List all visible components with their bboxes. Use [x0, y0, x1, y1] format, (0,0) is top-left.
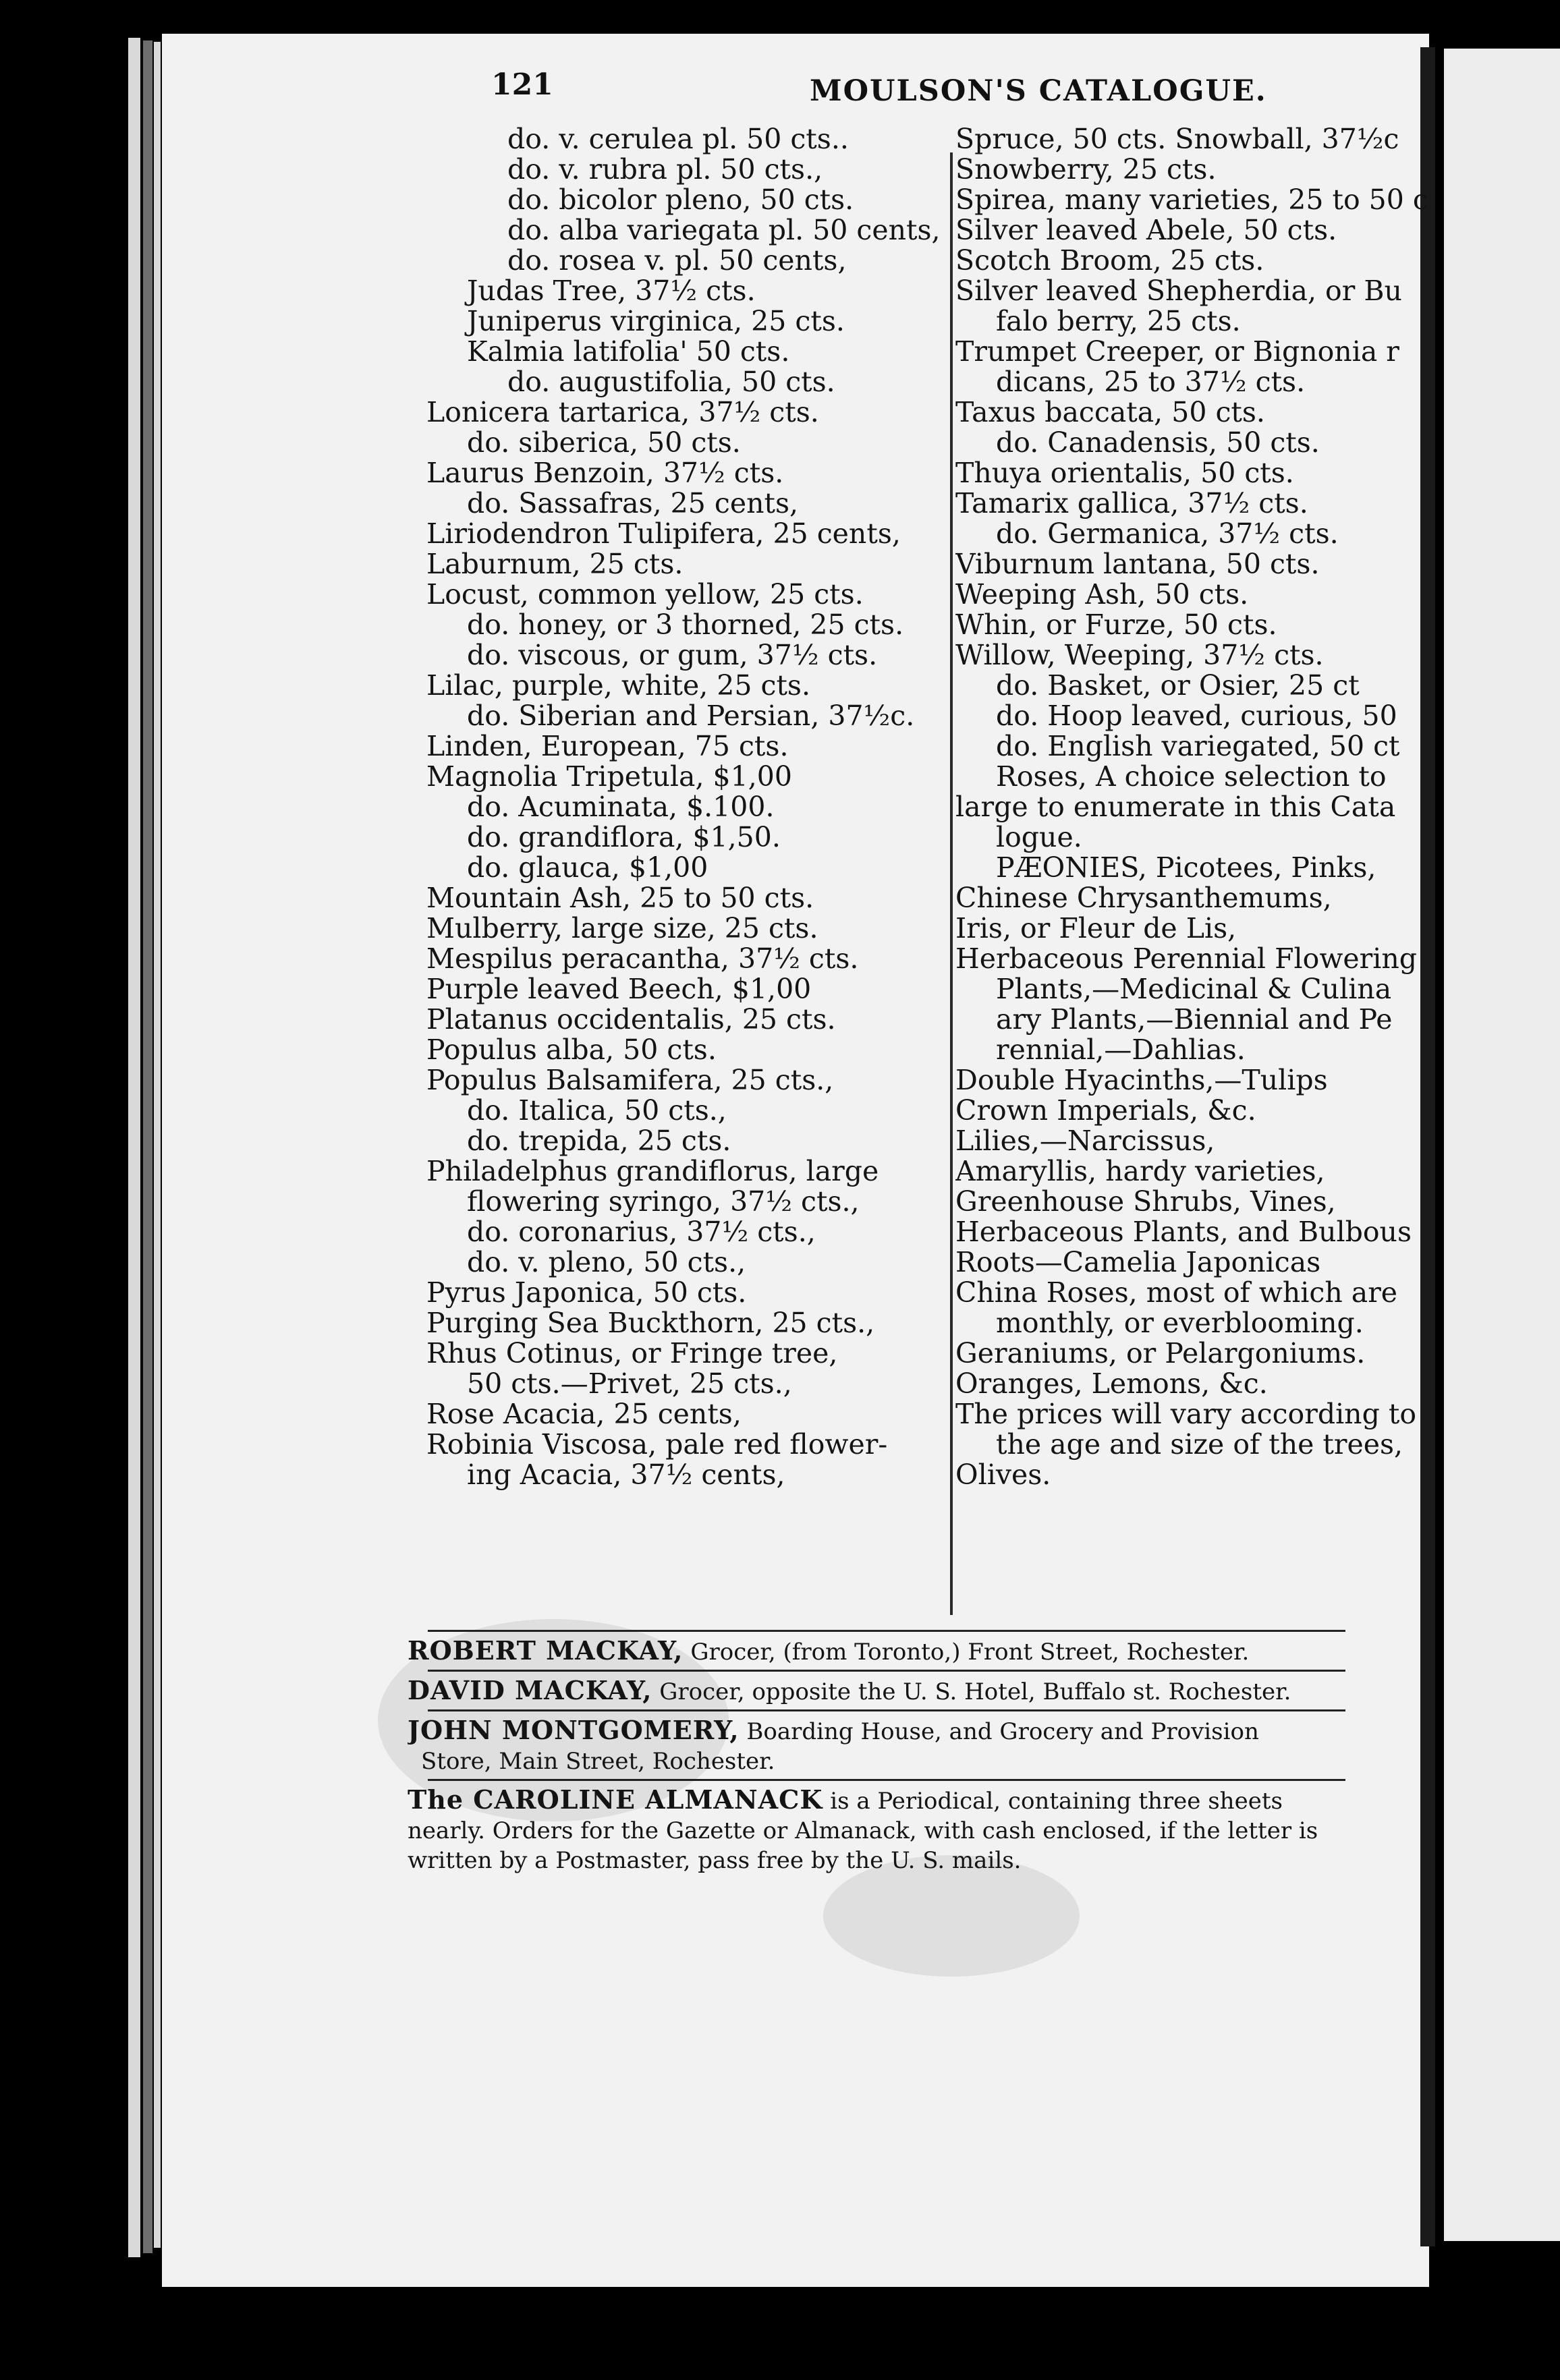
advertisement-continuation: Store, Main Street, Rochester.: [421, 1748, 775, 1775]
catalogue-entry: Herbaceous Plants, and Bulbous: [955, 1216, 1412, 1248]
catalogue-entry: dicans, 25 to 37½ cts.: [996, 366, 1306, 398]
catalogue-entry: do. Canadensis, 50 cts.: [996, 426, 1320, 459]
catalogue-entry: do. siberica, 50 cts.: [467, 426, 741, 459]
catalogue-entry: do. Sassafras, 25 cents,: [467, 487, 799, 519]
catalogue-entry: Populus Balsamifera, 25 cts.,: [426, 1064, 834, 1096]
book-spine-edge: [128, 38, 140, 2257]
catalogue-entry: Spirea, many varieties, 25 to 50 c: [955, 183, 1428, 216]
catalogue-entry: large to enumerate in this Cata: [955, 791, 1396, 823]
catalogue-entry: do. Siberian and Persian, 37½c.: [467, 700, 915, 732]
catalogue-entry: falo berry, 25 cts.: [996, 305, 1241, 337]
catalogue-entry: Plants,—Medicinal & Culina: [996, 973, 1392, 1005]
catalogue-entry: Liriodendron Tulipifera, 25 cents,: [426, 517, 901, 550]
catalogue-entry: flowering syringo, 37½ cts.,: [467, 1185, 860, 1218]
advertisement-continuation: nearly. Orders for the Gazette or Almanack, with cash enclosed, if the letter is: [408, 1817, 1318, 1844]
rule: [428, 1709, 1345, 1711]
catalogue-entry: Iris, or Fleur de Lis,: [955, 912, 1237, 944]
advertisement: [408, 1716, 1440, 1747]
catalogue-entry: Locust, common yellow, 25 cts.: [426, 578, 864, 611]
catalogue-entry: Tamarix gallica, 37½ cts.: [955, 487, 1308, 519]
catalogue-entry: Kalmia latifolia' 50 cts.: [467, 335, 790, 368]
catalogue-entry: do. grandiflora, $1,50.: [467, 821, 781, 853]
catalogue-entry: The prices will vary according to: [955, 1398, 1417, 1430]
catalogue-entry: Lonicera tartarica, 37½ cts.: [426, 396, 819, 428]
catalogue-entry: Scotch Broom, 25 cts.: [955, 244, 1264, 277]
catalogue-entry: Crown Imperials, &c.: [955, 1094, 1256, 1127]
catalogue-entry: do. v. cerulea pl. 50 cts..: [507, 123, 849, 155]
catalogue-entry: Judas Tree, 37½ cts.: [467, 275, 756, 307]
catalogue-entry: do. alba variegata pl. 50 cents,: [507, 214, 941, 246]
catalogue-entry: Olives.: [955, 1458, 1051, 1490]
catalogue-entry: Geraniums, or Pelargoniums.: [955, 1337, 1366, 1369]
catalogue-entry: Pyrus Japonica, 50 cts.: [426, 1276, 747, 1309]
catalogue-entry: Purging Sea Buckthorn, 25 cts.,: [426, 1307, 875, 1339]
catalogue-entry: Populus alba, 50 cts.: [426, 1033, 717, 1066]
catalogue-entry: Rose Acacia, 25 cents,: [426, 1398, 742, 1430]
advertiser-name: The CAROLINE ALMANACK: [408, 1785, 823, 1815]
running-head: [333, 51, 1432, 108]
catalogue-entry: Silver leaved Shepherdia, or Bu: [955, 275, 1402, 307]
catalogue-entry: do. trepida, 25 cts.: [467, 1125, 731, 1157]
catalogue-entry: Lilies,—Narcissus,: [955, 1125, 1215, 1157]
catalogue-entry: do. rosea v. pl. 50 cents,: [507, 244, 847, 277]
catalogue-entry: ing Acacia, 37½ cents,: [467, 1458, 785, 1491]
right-column: [955, 124, 1441, 1490]
catalogue-entry: Amaryllis, hardy varieties,: [955, 1155, 1325, 1187]
catalogue-entry: do. honey, or 3 thorned, 25 cts.: [467, 608, 904, 641]
catalogue-entry: Robinia Viscosa, pale red flower-: [426, 1428, 888, 1461]
catalogue-entry: Chinese Chrysanthemums,: [955, 882, 1332, 914]
catalogue-entry: the age and size of the trees,: [996, 1428, 1403, 1461]
catalogue-entry: Magnolia Tripetula, $1,00: [426, 760, 792, 793]
catalogue-entry: do. Italica, 50 cts.,: [467, 1094, 727, 1127]
column-divider: [950, 152, 953, 1615]
catalogue-entry: Roots—Camelia Japonicas: [955, 1246, 1321, 1278]
catalogue-entry: Platanus occidentalis, 25 cts.: [426, 1003, 836, 1036]
catalogue-entry: Taxus baccata, 50 cts.: [955, 396, 1265, 428]
advertisement-text: Grocer, (from Toronto,) Front Street, Rochester.: [683, 1639, 1250, 1666]
page-title: MOULSON'S CATALOGUE.: [810, 74, 1267, 108]
catalogue-entry: PÆONIES, Picotees, Pinks,: [996, 851, 1376, 884]
advertiser-name: ROBERT MACKAY,: [408, 1636, 684, 1666]
catalogue-entry: Viburnum lantana, 50 cts.: [955, 548, 1320, 580]
advertiser-name: JOHN MONTGOMERY,: [408, 1716, 740, 1745]
catalogue-entry: Laurus Benzoin, 37½ cts.: [426, 457, 784, 489]
catalogue-entry: Herbaceous Perennial Flowering: [955, 942, 1418, 975]
catalogue-entry: Mespilus peracantha, 37½ cts.: [426, 942, 859, 975]
catalogue-entry: logue.: [996, 821, 1082, 853]
catalogue-entry: do. English variegated, 50 ct: [996, 730, 1400, 762]
catalogue-entry: Willow, Weeping, 37½ cts.: [955, 639, 1324, 671]
advertisements: [408, 1627, 1440, 1875]
catalogue-entry: do. glauca, $1,00: [467, 851, 708, 884]
catalogue-entry: Lilac, purple, white, 25 cts.: [426, 669, 810, 702]
catalogue-entry: do. Basket, or Osier, 25 ct: [996, 669, 1360, 702]
advertisement: [408, 1785, 1440, 1816]
advertisement-text: is a Periodical, containing three sheets: [823, 1788, 1283, 1815]
catalogue-entry: Snowberry, 25 cts.: [955, 153, 1217, 186]
catalogue-entry: Double Hyacinths,—Tulips: [955, 1064, 1328, 1096]
catalogue-entry: Roses, A choice selection to: [996, 760, 1387, 793]
advertisement-text: Grocer, opposite the U. S. Hotel, Buffalo st. Rochester.: [652, 1678, 1291, 1705]
catalogue-entry: do. augustifolia, 50 cts.: [507, 366, 835, 398]
catalogue-entry: Spruce, 50 cts. Snowball, 37½c: [955, 124, 1399, 155]
catalogue-entry: Silver leaved Abele, 50 cts.: [955, 214, 1337, 246]
catalogue-entry: do. Germanica, 37½ cts.: [996, 517, 1339, 550]
rule: [428, 1779, 1345, 1781]
catalogue-entry: do. Acuminata, $.100.: [467, 791, 775, 823]
catalogue-entry: Laburnum, 25 cts.: [426, 548, 684, 580]
catalogue-entry: do. v. pleno, 50 cts.,: [467, 1246, 746, 1278]
catalogue-entry: rennial,—Dahlias.: [996, 1033, 1246, 1066]
catalogue-entry: Philadelphus grandiflorus, large: [426, 1155, 879, 1187]
book-spine-edge: [143, 40, 152, 2253]
facing-page-edge: [1444, 49, 1560, 2241]
catalogue-entry: Purple leaved Beech, $1,00: [426, 973, 812, 1005]
catalogue-entry: Thuya orientalis, 50 cts.: [955, 457, 1294, 489]
catalogue-entry: do. viscous, or gum, 37½ cts.: [467, 639, 878, 671]
catalogue-entry: do. v. rubra pl. 50 cts.,: [507, 153, 823, 186]
catalogue-entry: do. coronarius, 37½ cts.,: [467, 1216, 816, 1248]
book-spine-edge: [154, 42, 161, 2248]
catalogue-entry: Rhus Cotinus, or Fringe tree,: [426, 1337, 838, 1369]
catalogue-entry: Whin, or Furze, 50 cts.: [955, 608, 1277, 641]
catalogue-entry: ary Plants,—Biennial and Pe: [996, 1003, 1393, 1036]
catalogue-entry: monthly, or everblooming.: [996, 1307, 1364, 1339]
advertisement: [408, 1636, 1440, 1667]
catalogue-entry: do. Hoop leaved, curious, 50: [996, 700, 1397, 732]
catalogue-entry: Trumpet Creeper, or Bignonia r: [955, 335, 1399, 368]
advertisement-continuation: written by a Postmaster, pass free by the U. S. mails.: [408, 1847, 1022, 1874]
catalogue-entry: Oranges, Lemons, &c.: [955, 1367, 1268, 1400]
left-column: [426, 124, 961, 1490]
catalogue-entry: Mountain Ash, 25 to 50 cts.: [426, 882, 814, 914]
catalogue-entry: 50 cts.—Privet, 25 cts.,: [467, 1367, 792, 1400]
advertisement-text: Boarding House, and Grocery and Provision: [739, 1718, 1259, 1745]
catalogue-entry: Greenhouse Shrubs, Vines,: [955, 1185, 1336, 1218]
catalogue-entry: do. bicolor pleno, 50 cts.: [507, 183, 854, 216]
rule: [428, 1630, 1345, 1632]
catalogue-entry: Mulberry, large size, 25 cts.: [426, 912, 818, 944]
rule: [428, 1670, 1345, 1672]
catalogue-entry: Juniperus virginica, 25 cts.: [467, 305, 845, 337]
advertisement: [408, 1676, 1440, 1707]
catalogue-entry: China Roses, most of which are: [955, 1276, 1398, 1309]
advertiser-name: DAVID MACKAY,: [408, 1676, 652, 1705]
catalogue-entry: Weeping Ash, 50 cts.: [955, 578, 1249, 611]
page-number: 121: [491, 67, 553, 102]
catalogue-entry: Linden, European, 75 cts.: [426, 730, 789, 762]
